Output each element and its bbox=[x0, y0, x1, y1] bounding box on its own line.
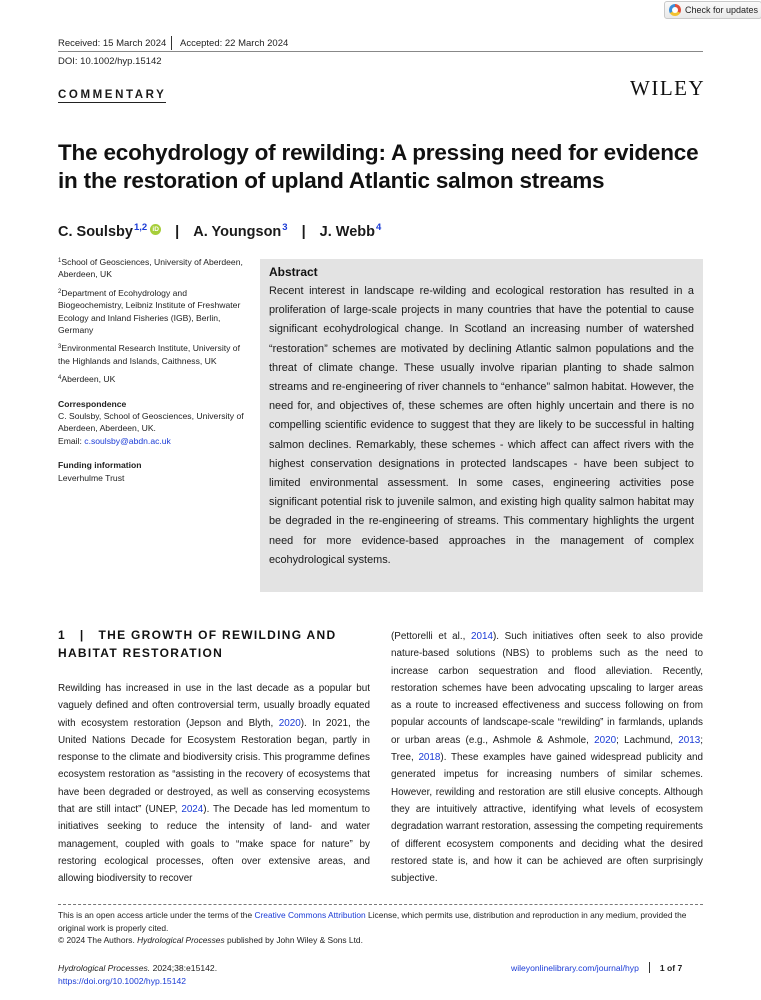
correspondence-email-line bbox=[58, 435, 248, 447]
doi: DOI: 10.1002/hyp.15142 bbox=[58, 56, 162, 67]
body-text: (Pettorelli et al., bbox=[391, 631, 471, 642]
citation-link[interactable]: 2020 bbox=[594, 734, 617, 746]
affiliation bbox=[58, 256, 248, 281]
footer-volume: 2024;38:e15142. bbox=[150, 963, 218, 973]
license-post: License, which permits use, distribution and reproduction in any medium, provided the original work is properly cited. bbox=[58, 910, 687, 933]
page-number: 1 of 7 bbox=[659, 962, 683, 973]
journal-site-link[interactable]: wileyonlinelibrary.com/journal/hyp bbox=[511, 962, 639, 973]
citation-link[interactable]: 2018 bbox=[418, 752, 441, 764]
footer-divider bbox=[649, 962, 650, 973]
check-for-updates-label: Check for updates bbox=[685, 5, 759, 15]
author-separator: | bbox=[175, 224, 180, 240]
section-number: 1 bbox=[58, 628, 66, 642]
doi-link[interactable]: https://doi.org/10.1002/hyp.15142 bbox=[58, 975, 187, 986]
copyright-post: published by John Wiley & Sons Ltd. bbox=[224, 935, 363, 946]
affiliation-number: 3 bbox=[58, 344, 62, 351]
check-for-updates-button[interactable] bbox=[664, 1, 761, 19]
abstract-heading: Abstract bbox=[269, 265, 318, 279]
footer-journal: Hydrological Processes. bbox=[58, 963, 151, 973]
license-pre: This is an open access article under the terms of the bbox=[58, 910, 255, 920]
affiliation-text: Aberdeen, UK bbox=[61, 374, 116, 385]
author-affiliation[interactable]: 3 bbox=[282, 222, 288, 233]
correspondence-heading: Correspondence bbox=[58, 398, 127, 409]
copyright-line bbox=[58, 934, 703, 947]
affiliation bbox=[58, 287, 248, 337]
body-text: ). In 2021, the United Nations Decade for Ecosystem Restoration began, partly in response to the climate and biodiversity crisis. This programme defines ecosystem restoration as “assisting in the recovery of ecosystems that have been degraded or destroyed, as well as conserving ecosystems that are still intact” (UNEP, bbox=[58, 717, 370, 816]
license-notice bbox=[58, 909, 703, 947]
affiliation-text: Department of Ecohydrology and Biogeochemistry, Leibniz Institute of Freshwater Ecology and Inland Fisheries (IGB), Berlin, Germany bbox=[58, 287, 241, 336]
affiliation bbox=[58, 373, 248, 385]
header-divider bbox=[171, 36, 172, 50]
body-column-left bbox=[58, 680, 370, 888]
affiliation-text: Environmental Research Institute, University of the Highlands and Islands, Caithness, UK bbox=[58, 343, 240, 366]
header-rule bbox=[58, 51, 703, 52]
affiliation-text: School of Geosciences, University of Aberdeen, Aberdeen, UK bbox=[58, 257, 243, 280]
affiliation-number: 4 bbox=[58, 375, 62, 382]
footer-citation bbox=[58, 962, 217, 987]
affiliation bbox=[58, 342, 248, 367]
author-affiliation[interactable]: 1,2 bbox=[133, 222, 148, 233]
crossmark-icon bbox=[669, 4, 681, 16]
section-separator: | bbox=[79, 628, 85, 642]
citation-link[interactable]: 2014 bbox=[470, 631, 493, 642]
citation-link[interactable]: 2024 bbox=[181, 804, 204, 816]
funding-text: Leverhulme Trust bbox=[58, 472, 125, 483]
wiley-logo: WILEY bbox=[630, 76, 706, 100]
article-info-sidebar bbox=[58, 256, 248, 484]
affiliation-number: 2 bbox=[58, 288, 62, 295]
cc-license-link[interactable]: Creative Commons Attribution bbox=[254, 910, 366, 920]
email-label: Email: bbox=[58, 435, 85, 446]
article-title: The ecohydrology of rewilding: A pressing need for evidence in the restoration of upland Atlantic salmon streams bbox=[58, 140, 699, 193]
abstract-text: Recent interest in landscape re-wilding and ecological restoration has resulted in a proliferation of large-scale projects in many countries that have the potential to cause significant ecohydrological change. In Scotland an increasing number of watershed “restoration” schemes are motivated by declining Atlantic salmon populations and the threat of climate change. These usually involve riparian planting to shade salmon streams and re-engineering of river channels to “enhance” salmon habitat. However, the need for, and objectives of, these schemes are often highly uncertain and there is no compelling scientific evidence to suggest that they are likely to be successful in halting salmon declines. Remarkably, these schemes - which affect can affect rivers with the highest conservation designations in protected landscapes - have been subject to limited environmental assessment. In some cases, engineering activities pose significant potential risk to juvenile salmon, and existing high quality salmon habitat may be degraded in the re-engineering of streams. This commentary highlights the urgent need for more evidence-based approaches in the management of complex ecohydrological systems. bbox=[269, 285, 694, 566]
citation-link[interactable]: 2020 bbox=[278, 717, 301, 729]
author-name[interactable]: J. Webb bbox=[319, 224, 375, 240]
accepted-date: Accepted: 22 March 2024 bbox=[180, 38, 289, 49]
correspondence-text: C. Soulsby, School of Geosciences, University of Aberdeen, Aberdeen, UK. bbox=[58, 411, 244, 434]
article-type: COMMENTARY bbox=[58, 89, 167, 101]
body-text: Rewilding has increased in use in the last decade as a popular but vaguely defined and often controversial term, usually broadly equated with ecosystem restoration (Jepson and Blyth, bbox=[58, 683, 370, 729]
affiliation-number: 1 bbox=[58, 258, 62, 264]
abstract-box bbox=[260, 259, 703, 592]
body-text: ; Tree, bbox=[391, 734, 703, 764]
body-text: ). These examples have gained widespread publicity and generated impetus for increasing numbers of similar schemes. However, rewilding and restoration are still elusive concepts. Although they are intuitively attractive, identifying what levels of ecosystem degradation warrant restoration, assessing the competing requirements of different ecosystem components and deciding what the desired restored state is, and how it can be achieved are often surprisingly subjective. bbox=[391, 752, 703, 885]
author-affiliation[interactable]: 4 bbox=[375, 222, 382, 233]
author-separator: | bbox=[301, 224, 306, 240]
body-text: ). The Decade has led momentum to initiatives seeking to reduce the intensity of land- and water management, coupled with goals to “make space for nature” by restoring ecological processes, often over extensive areas, and allowing biodiversity to recover bbox=[58, 804, 371, 885]
body-column-right bbox=[391, 628, 703, 887]
received-date: Received: 15 March 2024 bbox=[58, 38, 167, 49]
body-text: ). Such initiatives often seek to also provide nature-based solutions (NBS) to problems such as the need to increase carbon sequestration and flood alleviation. Recently, restoration schemes have been advocating upscaling to larger areas as a route to increased effectiveness and success following on from popular accounts of landscape-scale “rewilding” in farmlands, uplands or urban areas (e.g., Ashmole & Ashmole, bbox=[391, 631, 703, 746]
body-text: ; Lachmund, bbox=[616, 734, 679, 746]
section-heading bbox=[58, 626, 370, 662]
author-name[interactable]: A. Youngson bbox=[193, 224, 282, 240]
orcid-icon[interactable]: iD bbox=[150, 224, 161, 235]
copyright-pre: © 2024 The Authors. bbox=[58, 935, 138, 946]
author-name[interactable]: C. Soulsby bbox=[58, 224, 133, 240]
footer-right bbox=[511, 962, 682, 973]
email-link[interactable]: c.soulsby@abdn.ac.uk bbox=[84, 435, 171, 446]
citation-link[interactable]: 2013 bbox=[678, 734, 701, 746]
author-list bbox=[58, 224, 381, 240]
journal-name: Hydrological Processes bbox=[137, 935, 225, 946]
license-text bbox=[58, 909, 703, 934]
license-divider bbox=[58, 904, 703, 905]
funding-heading: Funding information bbox=[58, 460, 142, 471]
section-title: THE GROWTH OF REWILDING AND HABITAT RESTORATION bbox=[58, 628, 337, 660]
